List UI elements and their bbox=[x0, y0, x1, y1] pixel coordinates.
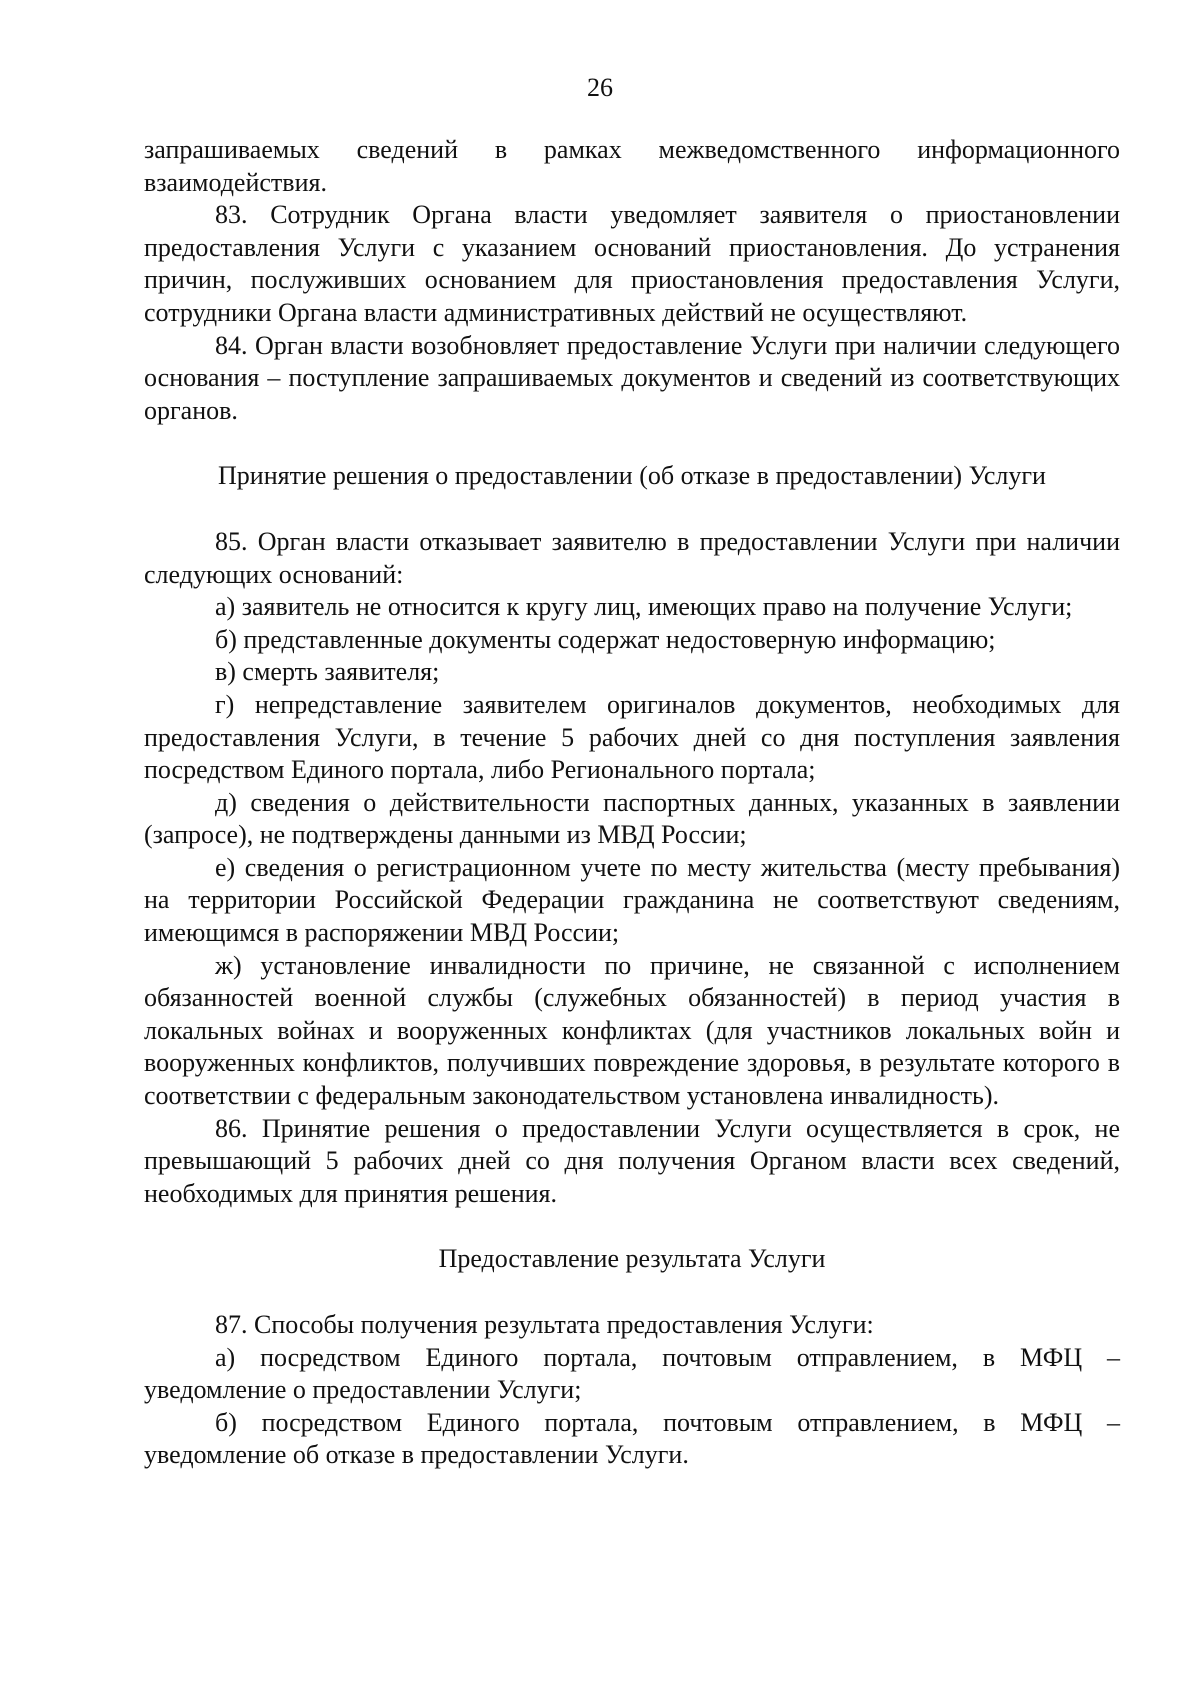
list-item-a-result: а) посредством Единого портала, почтовым отправлением, в МФЦ – уведомление о предоставлении Услуги; bbox=[144, 1342, 1120, 1405]
paragraph-86: 86. Принятие решения о предоставлении Услуги осуществляется в срок, не превышающий 5 рабочих дней со дня получения Органом власти всех сведений, необходимых для принятия решения. bbox=[144, 1113, 1120, 1208]
list-item-b-result: б) посредством Единого портала, почтовым отправлением, в МФЦ – уведомление об отказе в предоставлении Услуги. bbox=[144, 1407, 1120, 1470]
section-heading-result: Предоставление результата Услуги bbox=[438, 1244, 826, 1274]
list-item-b: б) представленные документы содержат недостоверную информацию; bbox=[215, 624, 996, 654]
spacer bbox=[144, 427, 1120, 460]
list-item-d: д) сведения о действительности паспортных данных, указанных в заявлении (запросе), не подтверждены данными из МВД России; bbox=[144, 787, 1120, 850]
section-heading-decision: Принятие решения о предоставлении (об отказе в предоставлении) Услуги bbox=[218, 461, 1046, 491]
list-item-zh: ж) установление инвалидности по причине, не связанной с исполнением обязанностей военной службы (служебных обязанностей) в период участия в локальных войнах и вооруженных конфликтах (для участников локальных войн и вооруженных конфликтов, получивших повреждение здоровья, в результате которого в соответствии с федеральным законодательством установлена инвалидность). bbox=[144, 950, 1120, 1111]
document-body bbox=[144, 134, 1120, 1472]
spacer bbox=[144, 1210, 1120, 1243]
paragraph-87: 87. Способы получения результата предоставления Услуги: bbox=[215, 1310, 874, 1339]
paragraph-85: 85. Орган власти отказывает заявителю в предоставлении Услуги при наличии следующих оснований: bbox=[144, 526, 1120, 589]
spacer bbox=[144, 1276, 1120, 1309]
paragraph-84: 84. Орган власти возобновляет предоставление Услуги при наличии следующего основания – поступление запрашиваемых документов и сведений из соответствующих органов. bbox=[144, 330, 1120, 425]
paragraph-continuation: запрашиваемых сведений в рамках межведомственного информационного взаимодействия. bbox=[144, 135, 1120, 197]
spacer bbox=[144, 493, 1120, 526]
list-item-g: г) непредставление заявителем оригиналов документов, необходимых для предоставления Услуги, в течение 5 рабочих дней со дня поступления заявления посредством Единого портала, либо Регионального портала; bbox=[144, 689, 1120, 785]
list-item-v: в) смерть заявителя; bbox=[215, 657, 440, 687]
list-item-e: е) сведения о регистрационном учете по месту жительства (месту пребывания) на территории Российской Федерации гражданина не соответствуют сведениям, имеющимся в распоряжении МВД России; bbox=[144, 852, 1120, 948]
list-item-a: а) заявитель не относится к кругу лиц, имеющих право на получение Услуги; bbox=[215, 592, 1073, 622]
page-number: 26 bbox=[587, 73, 613, 102]
paragraph-83: 83. Сотрудник Органа власти уведомляет заявителя о приостановлении предоставления Услуги с указанием оснований приостановления. До устранения причин, послуживших основанием для приостановления предоставления Услуги, сотрудники Органа власти административных действий не осуществляют. bbox=[144, 200, 1120, 327]
